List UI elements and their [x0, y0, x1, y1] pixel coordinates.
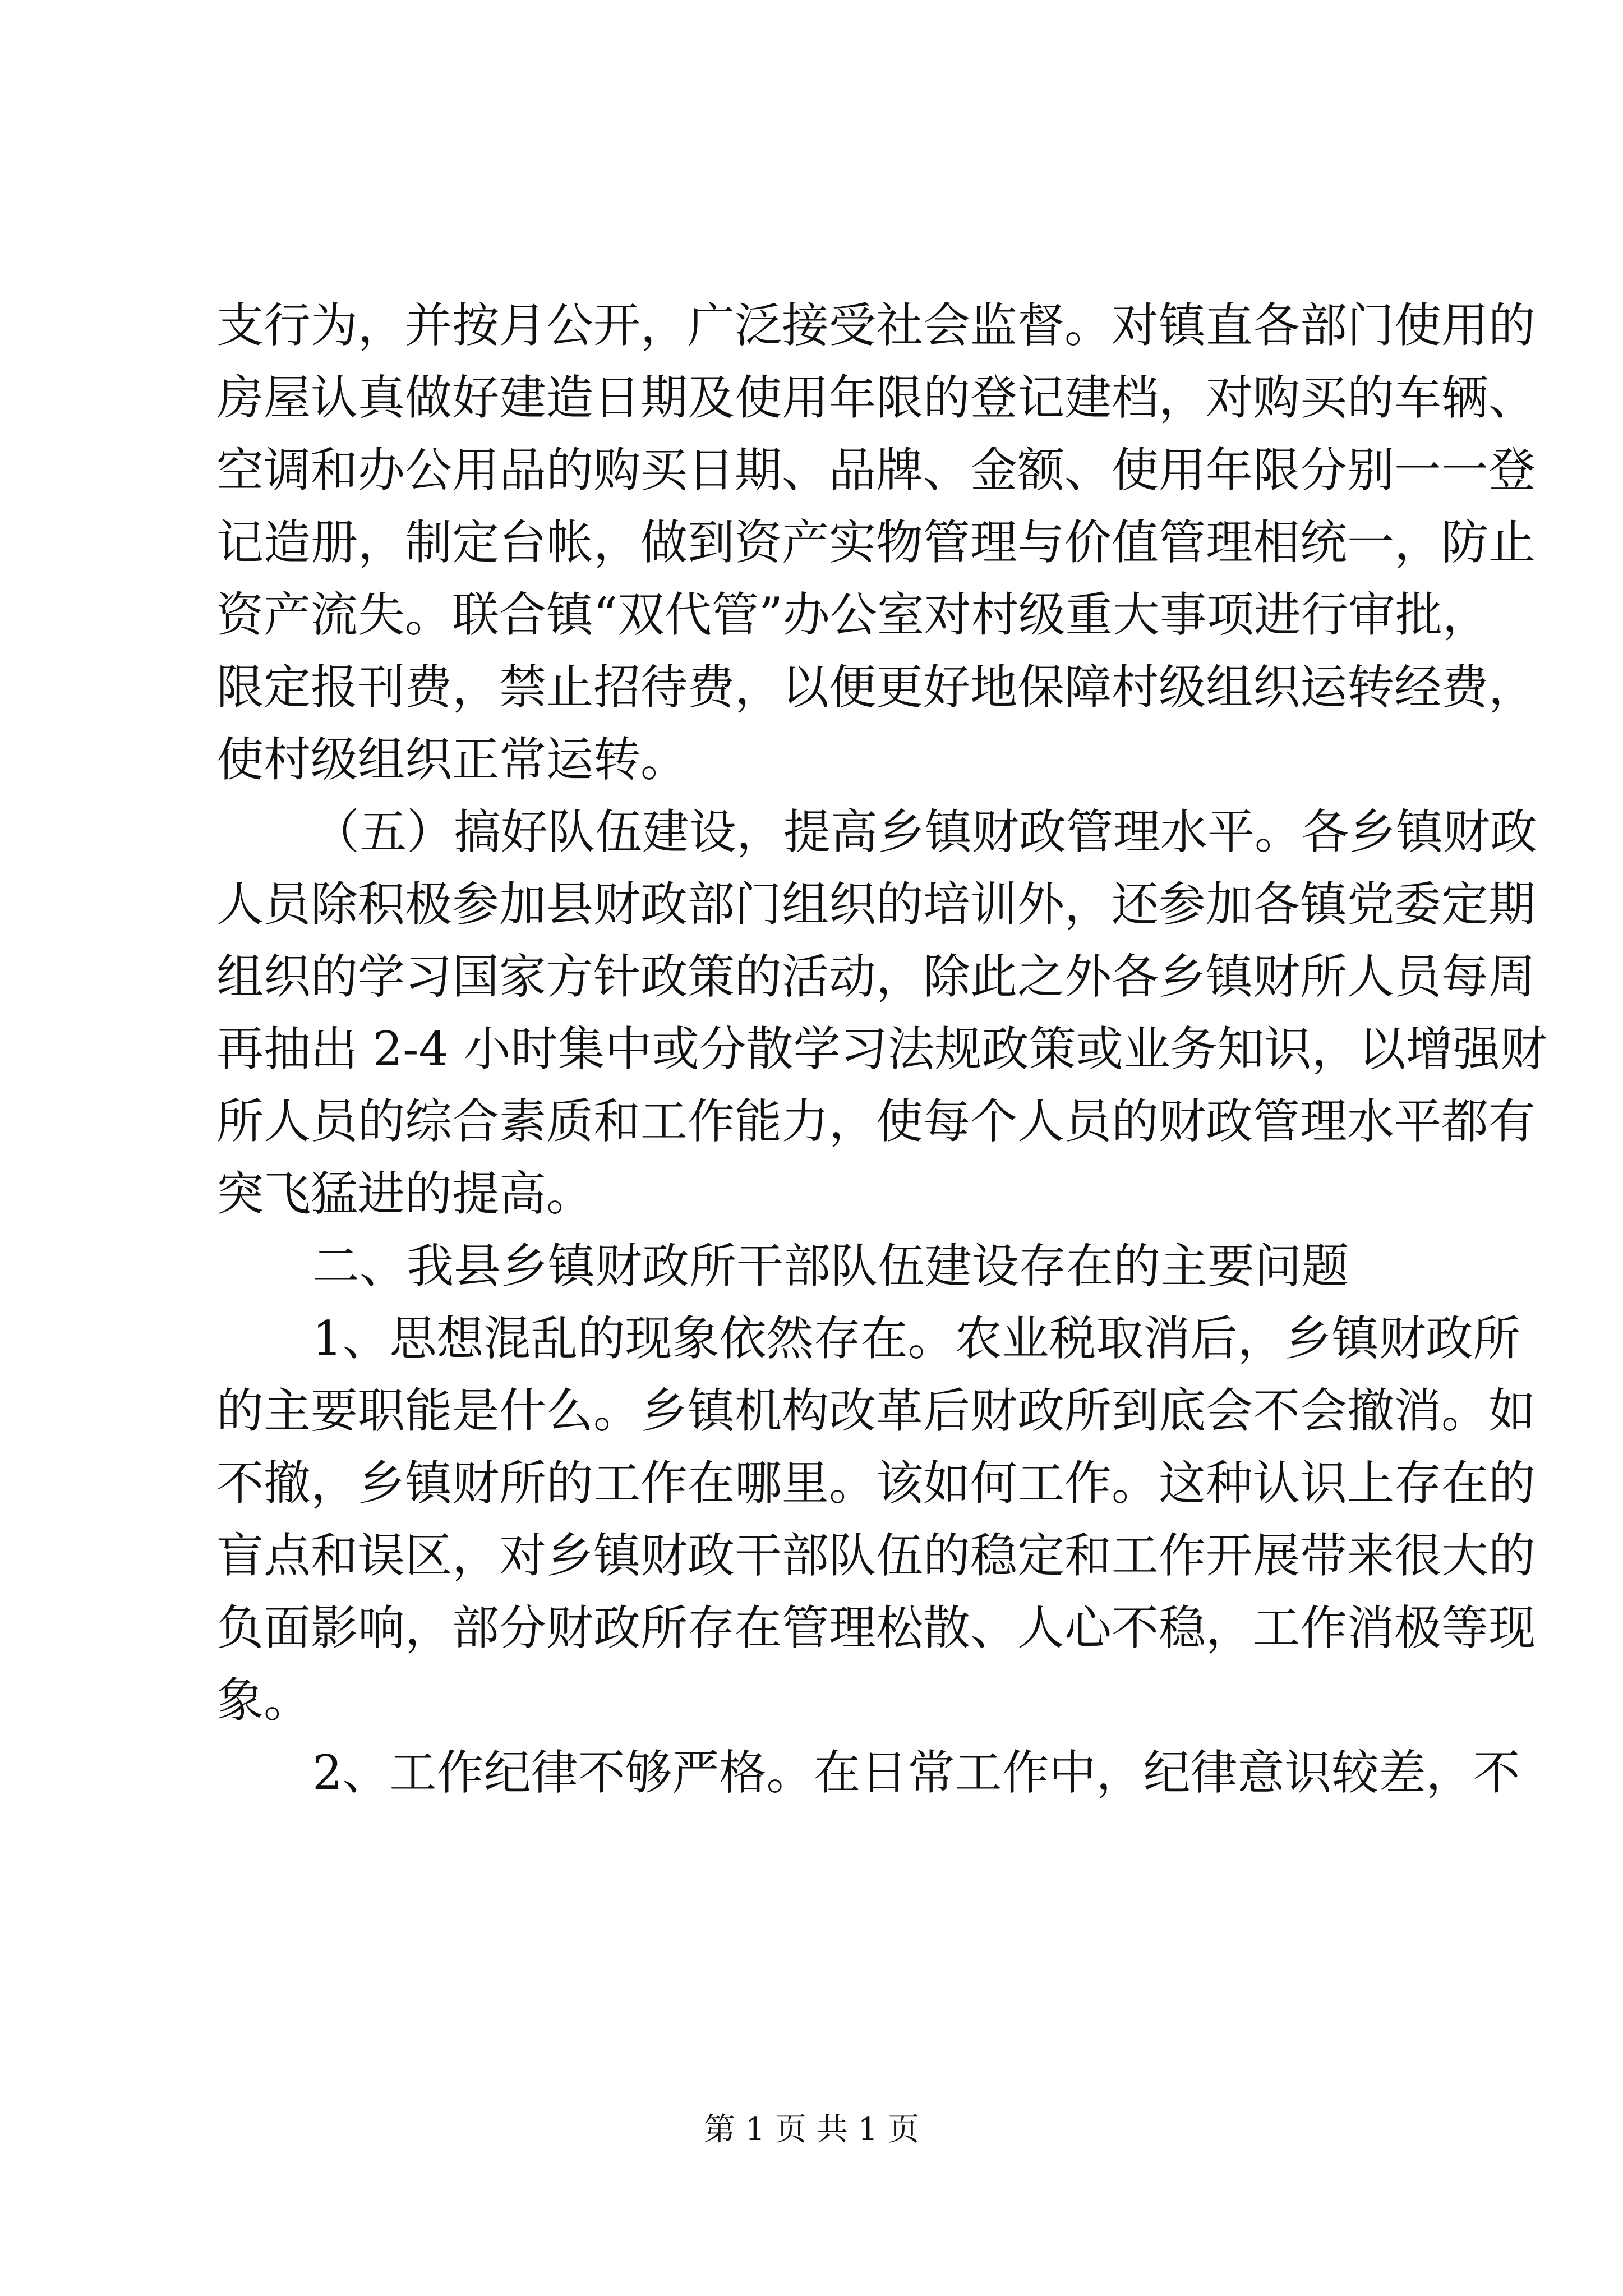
page-footer: 第 1 页 共 1 页	[703, 2111, 920, 2148]
text-line: 人员除积极参加县财政部门组织的培训外，还参加各镇党委定期	[216, 877, 1536, 932]
text-line: 限定报刊费，禁止招待费，以便更好地保障村级组织运转经费，	[216, 660, 1536, 715]
text-line: 盲点和误区，对乡镇财政干部队伍的稳定和工作开展带来很大的	[216, 1528, 1536, 1583]
text-line: 房屋认真做好建造日期及使用年限的登记建档，对购买的车辆、	[216, 370, 1536, 425]
text-line: 记造册，制定台帐，做到资产实物管理与价值管理相统一，防止	[216, 515, 1536, 570]
text-line: 资产流失。联合镇“双代管”办公室对村级重大事项进行审批，	[216, 587, 1490, 642]
section-heading: （五）搞好队伍建设，提高乡镇财政管理水平。各乡镇财政	[312, 804, 1538, 859]
text-line: 突飞猛进的提高。	[216, 1166, 594, 1221]
text-line: 的主要职能是什么。乡镇机构改革后财政所到底会不会撤消。如	[216, 1383, 1536, 1438]
text-line: 象。	[216, 1673, 311, 1728]
text-line: 所人员的综合素质和工作能力，使每个人员的财政管理水平都有	[216, 1094, 1536, 1149]
text-line: 组织的学习国家方针政策的活动，除此之外各乡镇财所人员每周	[216, 949, 1536, 1004]
text-line: 2、工作纪律不够严格。在日常工作中，纪律意识较差，不	[312, 1745, 1520, 1800]
text-line: 使村级组织正常运转。	[216, 732, 688, 787]
text-line: 1、思想混乱的现象依然存在。农业税取消后，乡镇财政所	[312, 1311, 1520, 1366]
text-line: 负面影响，部分财政所存在管理松散、人心不稳，工作消极等现	[216, 1600, 1536, 1655]
text-line: 再抽出 2-4 小时集中或分散学习法规政策或业务知识，以增强财	[216, 1022, 1547, 1076]
text-line: 支行为，并按月公开，广泛接受社会监督。对镇直各部门使用的	[216, 298, 1536, 353]
section-heading: 二、我县乡镇财政所干部队伍建设存在的主要问题	[312, 1239, 1349, 1294]
text-line: 空调和办公用品的购买日期、品牌、金额、使用年限分别一一登	[216, 443, 1536, 498]
text-line: 不撤，乡镇财所的工作在哪里。该如何工作。这种认识上存在的	[216, 1456, 1536, 1511]
